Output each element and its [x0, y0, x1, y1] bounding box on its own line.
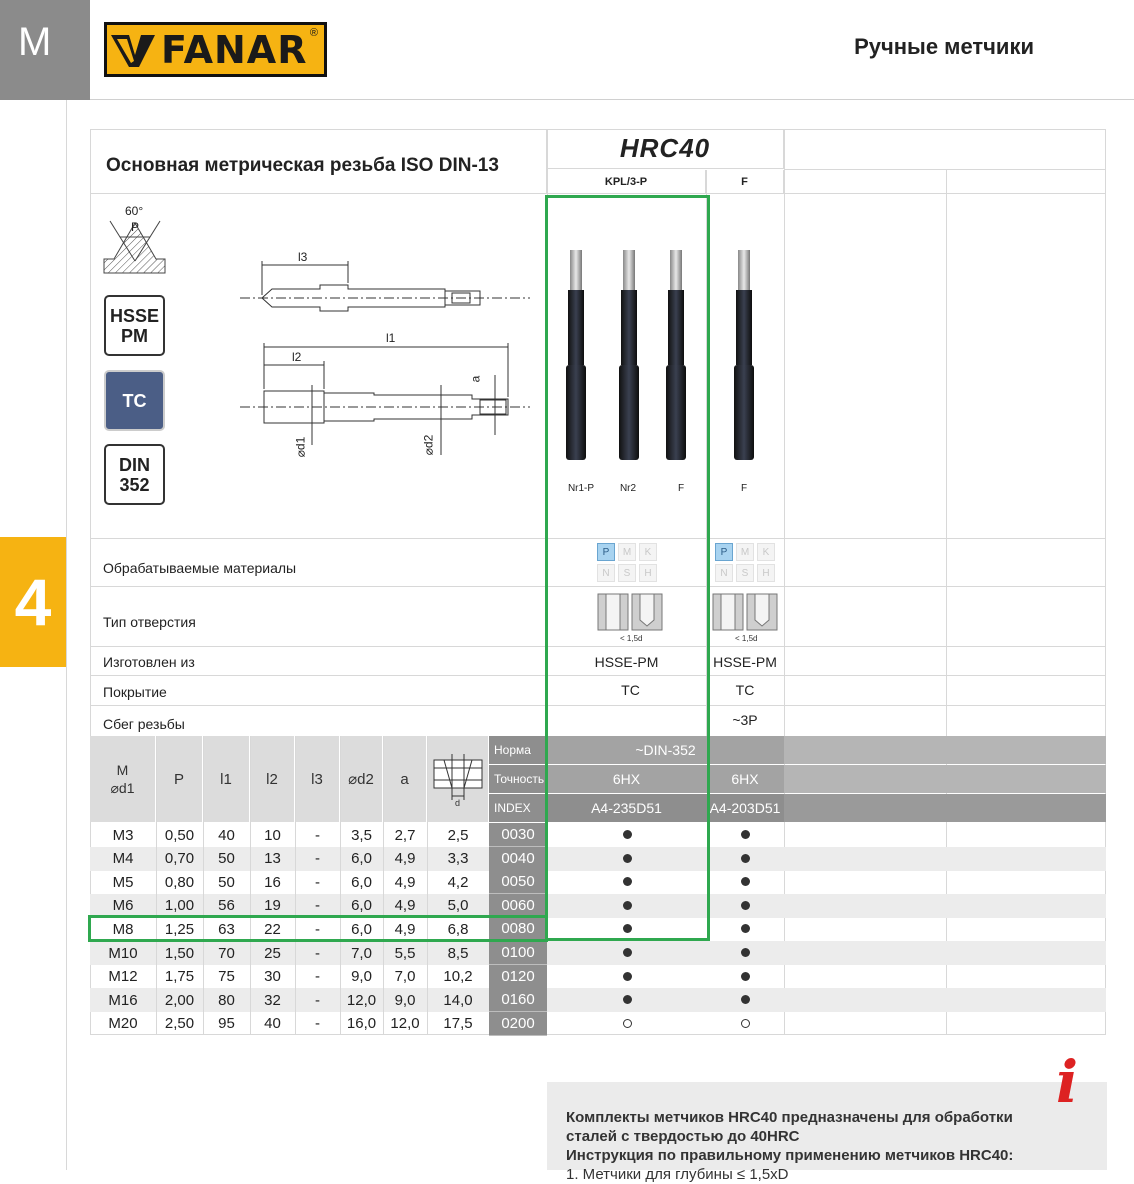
cell-l1: 70 — [218, 944, 235, 962]
chapter-tab[interactable] — [0, 537, 66, 667]
tool-label-nr1p: Nr1-P — [567, 483, 595, 494]
cell-dr: 2,5 — [447, 826, 469, 844]
cell-l2: 25 — [264, 944, 281, 962]
col-d2: ⌀d2 — [340, 736, 383, 822]
kpl-subheader — [547, 170, 706, 194]
spec-tolerance-f: 6HX — [706, 765, 784, 793]
cell-a: 4,9 — [394, 897, 416, 915]
cell-dr: 17,5 — [443, 1015, 473, 1033]
material-h: H — [757, 564, 775, 582]
note-line-4: 1. Метчики для глубины ≤ 1,5xD — [566, 1166, 789, 1183]
cell-index: 0050 — [489, 870, 547, 894]
cell-d2: 6,0 — [351, 897, 372, 915]
table-title: Основная метрическая резьба ISO DIN-13 — [106, 155, 499, 176]
material-k: K — [757, 543, 775, 561]
prop-material-f: HSSE-PM — [713, 654, 777, 670]
cell-l3: - — [315, 850, 320, 868]
availability-dot-kpl — [623, 995, 632, 1004]
hole-type-f — [712, 592, 778, 639]
col-a: a — [383, 736, 427, 822]
cell-d2: 7,0 — [351, 944, 372, 962]
tc-badge — [104, 370, 165, 431]
info-note-text — [566, 1108, 1086, 1184]
cell-m: M5 — [112, 873, 134, 891]
cell-dr: 8,5 — [447, 944, 469, 962]
prop-coating-f: TC — [735, 682, 755, 698]
col-drill — [427, 736, 489, 822]
spec-index-kpl: A4-235D51 — [547, 794, 706, 822]
fanar-logo — [104, 22, 327, 77]
spec-label-norm: Норма — [489, 736, 547, 764]
material-p: P — [715, 543, 733, 561]
cell-p: 2,50 — [164, 1015, 195, 1033]
f-label: F — [741, 175, 748, 188]
cell-a: 4,9 — [394, 920, 416, 938]
spec-label-index: INDEX — [489, 794, 547, 822]
cell-index: 0200 — [489, 1012, 547, 1036]
cell-p: 0,50 — [164, 826, 195, 844]
cell-p: 0,70 — [164, 850, 195, 868]
logo-text: FANAR — [161, 27, 308, 72]
tool-label-nr2: Nr2 — [619, 483, 637, 494]
highlight-kpl-column — [545, 195, 710, 941]
cell-dr: 3,3 — [447, 850, 469, 868]
col-p: P — [156, 736, 203, 822]
cell-p: 1,50 — [164, 944, 195, 962]
cell-m: M6 — [112, 897, 134, 915]
kpl-label: KPL/3-P — [604, 175, 648, 188]
grid-line — [250, 736, 251, 1035]
table-row — [90, 1012, 1106, 1036]
prop-coating-kpl: TC — [621, 682, 640, 698]
cell-p: 1,00 — [164, 897, 195, 915]
material-h: H — [639, 564, 657, 582]
cell-m: M10 — [108, 944, 138, 962]
prop-materials-label: Обрабатываемые материалы — [103, 560, 297, 576]
dim-d1: ⌀d1 — [293, 436, 308, 458]
cell-l1: 63 — [218, 920, 235, 938]
dim-a: a — [468, 375, 483, 383]
tool-label-f2: F — [740, 483, 748, 494]
cell-l2: 10 — [264, 826, 281, 844]
cell-p: 0,80 — [164, 873, 195, 891]
hrc-label: HRC40 — [619, 133, 711, 163]
spec-index-blank — [784, 794, 1106, 822]
cell-a: 4,9 — [394, 850, 416, 868]
col-l3: l3 — [295, 736, 340, 822]
material-s: S — [736, 564, 754, 582]
cell-dr: 5,0 — [447, 897, 469, 915]
cell-l3: - — [315, 920, 320, 938]
cell-p: 2,00 — [164, 991, 195, 1009]
cell-index: 0060 — [489, 894, 547, 918]
cell-m: M20 — [108, 1015, 138, 1033]
section-letter-box — [0, 0, 90, 100]
grid-line — [427, 736, 428, 1035]
grid-line — [203, 736, 204, 1035]
cell-d2: 6,0 — [351, 850, 372, 868]
grid-line — [156, 736, 157, 1035]
grid-line — [383, 736, 384, 1035]
cell-l2: 13 — [264, 850, 281, 868]
din-badge — [104, 444, 165, 505]
cell-a: 9,0 — [394, 991, 416, 1009]
cell-a: 12,0 — [390, 1015, 420, 1033]
cell-a: 7,0 — [394, 968, 416, 986]
hsse-pm-badge — [104, 295, 165, 356]
cell-l1: 56 — [218, 897, 235, 915]
dim-l2: l2 — [292, 350, 302, 364]
availability-dot-f — [741, 924, 750, 933]
cell-l2: 16 — [264, 873, 281, 891]
prop-runout-label: Сбег резьбы — [103, 716, 185, 732]
cell-m: M4 — [112, 850, 134, 868]
spec-tolerance-blank — [784, 765, 1106, 793]
cell-d2: 6,0 — [351, 920, 372, 938]
prop-coating-label: Покрытие — [103, 684, 167, 700]
cell-dr: 10,2 — [443, 968, 473, 986]
cell-d2: 9,0 — [351, 968, 372, 986]
thread-angle-label: 60° — [125, 204, 144, 218]
cell-l3: - — [315, 944, 320, 962]
cell-d2: 6,0 — [351, 873, 372, 891]
cell-l1: 75 — [218, 968, 235, 986]
cell-l1: 40 — [218, 826, 235, 844]
cell-l3: - — [315, 826, 320, 844]
availability-dot-f — [741, 1019, 750, 1028]
side-divider — [66, 100, 67, 1170]
cell-d2: 16,0 — [346, 1015, 377, 1033]
cell-p: 1,25 — [164, 920, 195, 938]
material-k: K — [639, 543, 657, 561]
availability-dot-f — [741, 901, 750, 910]
prop-material-kpl: HSSE-PM — [594, 654, 659, 670]
cell-index: 0160 — [489, 988, 547, 1012]
tap-technical-drawing — [240, 245, 535, 465]
grid-line — [295, 736, 296, 1035]
dim-l3: l3 — [298, 250, 308, 264]
cell-a: 2,7 — [394, 826, 416, 844]
table-row — [90, 965, 1106, 989]
availability-dot-f — [741, 972, 750, 981]
col-l1: l1 — [203, 736, 250, 822]
cell-m: M3 — [112, 826, 134, 844]
col-m-d1: M ⌀d1 — [90, 736, 156, 822]
cell-m: M12 — [108, 968, 138, 986]
table-row — [90, 941, 1106, 965]
cell-l3: - — [315, 873, 320, 891]
dim-l1: l1 — [386, 331, 396, 345]
din-text: DIN 352 — [119, 454, 150, 495]
availability-dot-f — [741, 877, 750, 886]
tool-label-f: F — [677, 483, 685, 494]
cell-d2: 12,0 — [346, 991, 377, 1009]
material-m: M — [736, 543, 754, 561]
cell-dr: 4,2 — [447, 873, 469, 891]
spec-label-tolerance: Точность — [489, 765, 547, 793]
cell-l1: 50 — [218, 850, 235, 868]
materials-grid-f — [715, 543, 775, 582]
dim-d2: ⌀d2 — [421, 434, 436, 456]
tc-text: TC — [122, 390, 147, 411]
cell-l3: - — [315, 968, 320, 986]
spec-norm-value: ~DIN-352 — [547, 736, 784, 764]
spec-norm-blank — [784, 736, 1106, 764]
cell-l3: - — [315, 1015, 320, 1033]
cell-index: 0080 — [489, 917, 547, 941]
cell-l1: 50 — [218, 873, 235, 891]
hsse-pm-text: HSSE PM — [109, 305, 160, 346]
cell-l1: 80 — [218, 991, 235, 1009]
cell-l2: 40 — [264, 1015, 281, 1033]
note-line-1: Комплекты метчиков HRC40 предназначены для обработки — [566, 1109, 1013, 1126]
cell-a: 4,9 — [394, 873, 416, 891]
spec-tolerance-kpl: 6HX — [547, 765, 706, 793]
material-m: M — [618, 543, 636, 561]
cell-l2: 30 — [264, 968, 281, 986]
col-l2: l2 — [250, 736, 295, 822]
grid-line — [784, 169, 1106, 170]
cell-a: 5,5 — [394, 944, 416, 962]
material-n: N — [597, 564, 615, 582]
hole-note-kpl: < 1,5d — [620, 634, 643, 643]
material-p: P — [597, 543, 615, 561]
cell-index: 0100 — [489, 941, 547, 965]
cell-l2: 19 — [264, 897, 281, 915]
availability-dot-f — [741, 995, 750, 1004]
cell-index: 0120 — [489, 965, 547, 989]
drill-diameter-icon — [432, 750, 484, 808]
spec-index-f: A4-203D51 — [706, 794, 784, 822]
chapter-number: 4 — [14, 565, 52, 639]
availability-dot-f — [741, 948, 750, 957]
cell-dr: 6,8 — [447, 920, 469, 938]
availability-dot-f — [741, 854, 750, 863]
cell-p: 1,75 — [164, 968, 195, 986]
f-subheader — [706, 170, 784, 194]
cell-index: 0030 — [489, 823, 547, 847]
note-line-2: сталей с твердостью до 40HRC — [566, 1128, 800, 1145]
material-s: S — [618, 564, 636, 582]
cell-l3: - — [315, 897, 320, 915]
cell-l2: 22 — [264, 920, 281, 938]
svg-text:d: d — [454, 798, 460, 808]
grid-line — [340, 736, 341, 1035]
availability-dot-kpl — [623, 948, 632, 957]
section-letter: M — [18, 20, 52, 64]
table-row — [90, 988, 1106, 1012]
page-title: Ручные метчики — [854, 34, 1034, 59]
cell-m: M16 — [108, 991, 138, 1009]
prop-material-label: Изготовлен из — [103, 654, 195, 670]
hrc-header — [547, 129, 784, 169]
cell-l2: 32 — [264, 991, 281, 1009]
availability-dot-kpl — [623, 972, 632, 981]
thread-pitch-label: P — [131, 220, 140, 234]
cell-l1: 95 — [218, 1015, 235, 1033]
highlight-m8-row — [88, 915, 548, 942]
hole-note-f: < 1,5d — [735, 634, 758, 643]
cell-m: M8 — [112, 920, 134, 938]
cell-index: 0040 — [489, 847, 547, 871]
grid-line — [784, 193, 1106, 194]
logo-v-icon — [107, 25, 159, 74]
material-n: N — [715, 564, 733, 582]
cell-dr: 14,0 — [443, 991, 473, 1009]
header-divider — [90, 99, 1134, 100]
availability-dot-f — [741, 830, 750, 839]
cell-d2: 3,5 — [351, 826, 372, 844]
prop-hole-label: Тип отверстия — [103, 614, 196, 630]
prop-runout-f: ~3P — [732, 712, 758, 728]
cell-l3: - — [315, 991, 320, 1009]
note-line-3: Инструкция по правильному применению метчиков HRC40: — [566, 1147, 1014, 1164]
logo-registered: ® — [309, 27, 318, 39]
info-icon: i — [1056, 1048, 1079, 1116]
availability-dot-kpl — [623, 1019, 632, 1028]
